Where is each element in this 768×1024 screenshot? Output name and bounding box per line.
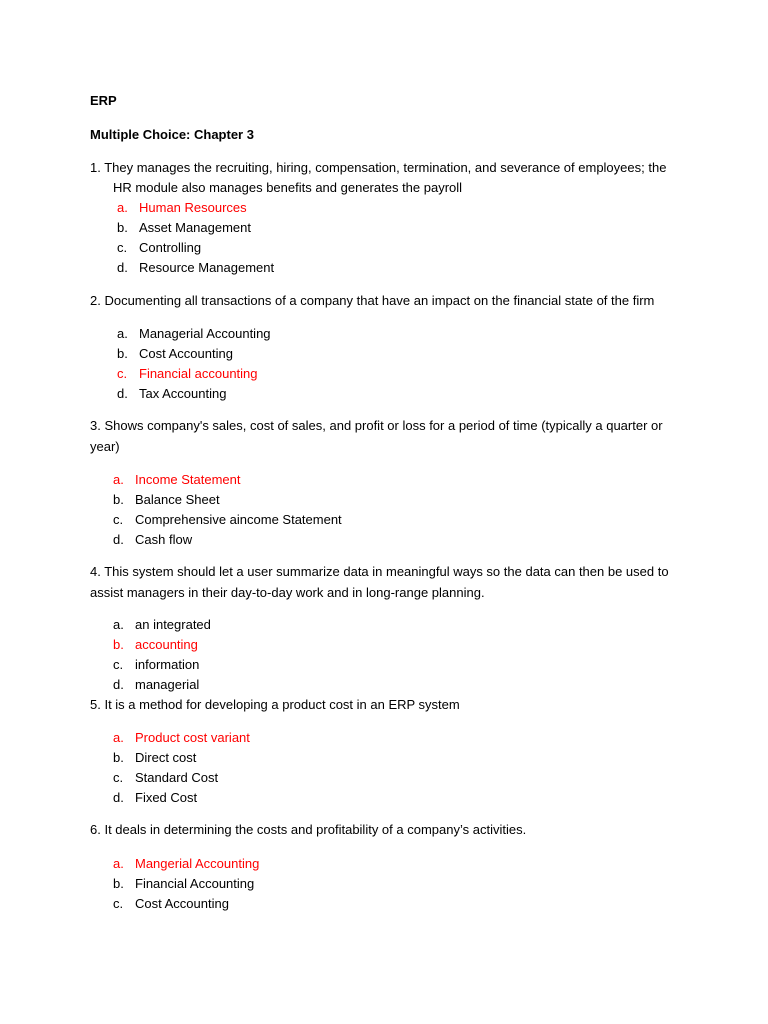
option-text: an integrated <box>135 617 211 632</box>
option-letter: b. <box>117 346 128 361</box>
option-text: Comprehensive aincome Statement <box>135 512 342 527</box>
question-2-option-a <box>117 325 271 343</box>
option-text: Managerial Accounting <box>139 326 271 341</box>
question-4-option-d <box>113 676 199 694</box>
option-text: Resource Management <box>139 260 275 275</box>
document-title: ERP <box>90 93 117 108</box>
option-text: Human Resources <box>139 200 247 215</box>
document-subtitle: Multiple Choice: Chapter 3 <box>90 127 254 142</box>
option-letter: d. <box>113 677 124 692</box>
option-letter: c. <box>113 657 124 672</box>
question-3-text-cont: year) <box>90 439 120 454</box>
option-text: Product cost variant <box>135 730 250 745</box>
option-letter: d. <box>117 260 128 275</box>
option-letter: d. <box>113 532 124 547</box>
option-text: Tax Accounting <box>139 386 227 401</box>
option-letter: b. <box>113 637 124 652</box>
option-letter: b. <box>113 750 124 765</box>
option-text: managerial <box>135 677 200 692</box>
question-1-option-d <box>117 259 274 277</box>
question-3-option-d <box>113 531 192 549</box>
question-1-text: 1. They manages the recruiting, hiring, compensation, termination, and severance of employees; the <box>90 160 667 175</box>
question-5-option-b <box>113 749 196 767</box>
option-letter: a. <box>117 326 128 341</box>
question-2-text: 2. Documenting all transactions of a company that have an impact on the financial state of the firm <box>90 293 655 308</box>
question-6-option-c <box>113 895 229 913</box>
question-5-option-c <box>113 769 218 787</box>
option-text: Balance Sheet <box>135 492 220 507</box>
option-letter: a. <box>113 856 124 871</box>
option-text: information <box>135 657 200 672</box>
option-letter: c. <box>117 366 128 381</box>
question-6-option-b <box>113 875 254 893</box>
option-letter: a. <box>113 472 124 487</box>
question-4-text: 4. This system should let a user summarize data in meaningful ways so the data can then be used to <box>90 564 669 579</box>
question-3-option-c <box>113 511 342 529</box>
question-2-option-b <box>117 345 233 363</box>
option-letter: c. <box>113 512 124 527</box>
question-4-option-b <box>113 636 198 654</box>
option-letter: b. <box>113 876 124 891</box>
question-1-option-c <box>117 239 201 257</box>
option-text: Controlling <box>139 240 202 255</box>
option-text: Income Statement <box>135 472 241 487</box>
question-2-option-d <box>117 385 226 403</box>
option-letter: b. <box>117 220 128 235</box>
option-letter: a. <box>117 200 128 215</box>
option-text: Asset Management <box>139 220 252 235</box>
option-letter: d. <box>113 790 124 805</box>
option-text: Fixed Cost <box>135 790 198 805</box>
option-text: Cost Accounting <box>135 896 229 911</box>
question-5-option-d <box>113 789 197 807</box>
option-letter: d. <box>117 386 128 401</box>
option-text: accounting <box>135 637 198 652</box>
option-letter: c. <box>117 240 128 255</box>
question-3-text: 3. Shows company's sales, cost of sales, and profit or loss for a period of time (typically a quarter or <box>90 418 663 433</box>
question-5-text: 5. It is a method for developing a product cost in an ERP system <box>90 697 460 712</box>
question-1-text-cont: HR module also manages benefits and generates the payroll <box>113 180 463 195</box>
question-4-option-a <box>113 616 211 634</box>
option-text: Direct cost <box>135 750 197 765</box>
question-6-option-a <box>113 855 259 873</box>
question-4-option-c <box>113 656 199 674</box>
question-5-option-a <box>113 729 250 747</box>
option-text: Financial Accounting <box>135 876 255 891</box>
question-2-option-c <box>117 365 258 383</box>
option-text: Cost Accounting <box>139 346 233 361</box>
option-letter: b. <box>113 492 124 507</box>
question-4-text-cont: assist managers in their day-to-day work and in long-range planning. <box>90 585 485 600</box>
question-6-text: 6. It deals in determining the costs and profitability of a company’s activities. <box>90 822 527 837</box>
question-1-option-b <box>117 219 251 237</box>
question-3-option-b <box>113 491 220 509</box>
option-letter: a. <box>113 617 124 632</box>
option-letter: a. <box>113 730 124 745</box>
option-text: Cash flow <box>135 532 193 547</box>
option-letter: c. <box>113 770 124 785</box>
question-1-option-a <box>117 199 247 217</box>
option-text: Mangerial Accounting <box>135 856 260 871</box>
option-letter: c. <box>113 896 124 911</box>
option-text: Standard Cost <box>135 770 219 785</box>
question-3-option-a <box>113 471 241 489</box>
option-text: Financial accounting <box>139 366 258 381</box>
